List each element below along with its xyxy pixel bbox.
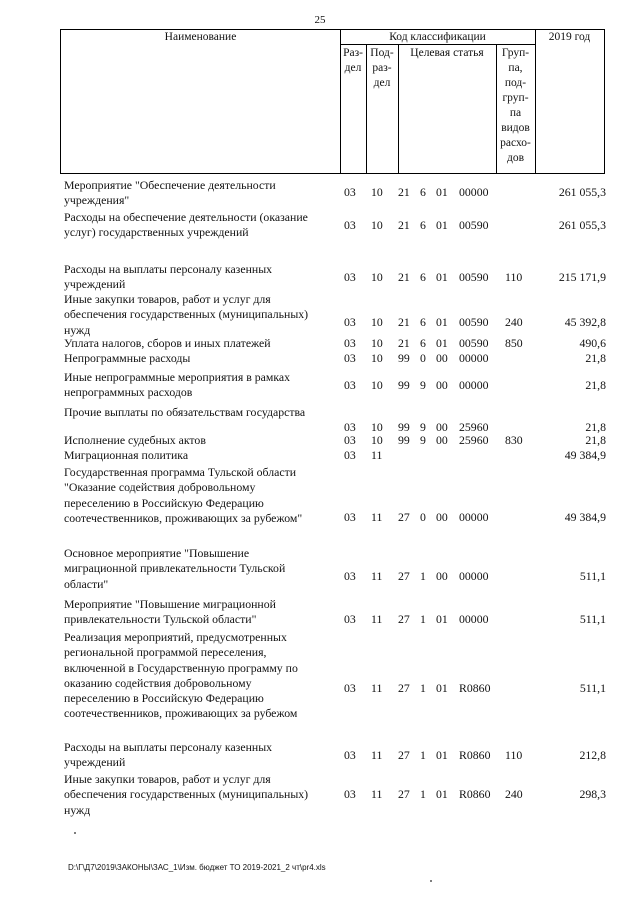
row-target-event: 00 [436,433,448,447]
row-podrazdel: 10 [371,270,383,284]
row-target-event: 01 [436,612,448,626]
page-number: 25 [314,14,326,26]
row-razdel: 03 [344,510,356,524]
row-expense-type: 110 [505,748,523,762]
row-amount: 511,1 [579,681,606,695]
row-target-direction: 25960 [459,433,489,447]
row-target-direction: 00000 [459,510,489,524]
row-target-direction: 00000 [459,378,489,392]
row-target-subprogram: 6 [420,270,426,284]
row-target-program: 27 [398,569,410,583]
table-header [60,29,605,174]
row-name: Уплата налогов, сборов и иных платежей [64,336,271,350]
row-target-event: 01 [436,185,448,199]
row-target-direction: 00590 [459,315,489,329]
row-amount: 261 055,3 [558,185,606,199]
row-razdel: 03 [344,787,356,801]
row-target-program: 27 [398,681,410,695]
row-expense-type: 830 [505,433,523,447]
row-podrazdel: 11 [371,612,383,626]
row-razdel: 03 [344,681,356,695]
row-razdel: 03 [344,378,356,392]
row-amount: 21,8 [585,378,606,392]
row-name: Расходы на обеспечение деятельности (оказание услуг) государственных учреждений [64,210,308,240]
row-target-subprogram: 6 [420,218,426,232]
row-target-direction: 00590 [459,270,489,284]
header-razdel: Раз- дел [343,47,363,74]
row-podrazdel: 10 [371,218,383,232]
row-podrazdel: 10 [371,378,383,392]
row-target-subprogram: 0 [420,351,426,365]
row-target-program: 27 [398,510,410,524]
row-name: Основное мероприятие "Повышение миграционной привлекательности Тульской области" [64,546,286,591]
row-podrazdel: 11 [371,448,383,462]
row-name: Исполнение судебных актов [64,433,206,447]
row-target-event: 01 [436,748,448,762]
row-podrazdel: 11 [371,787,383,801]
row-amount: 21,8 [585,420,606,434]
row-expense-type: 110 [505,270,523,284]
row-target-event: 01 [436,218,448,232]
row-name: Миграционная политика [64,448,189,462]
row-amount: 298,3 [579,787,606,801]
row-podrazdel: 10 [371,336,383,350]
file-path-footer: D:\Г\Д7\2019\ЗАКОНЫ\ЗАС_1\Изм. бюджет ТО 2019-2021_2 чт\pr4.xls [68,863,326,872]
row-name: Мероприятие "Повышение миграционной привлекательности Тульской области" [64,597,276,627]
row-name: Мероприятие "Обеспечение деятельности учреждения" [64,178,276,208]
row-amount: 490,6 [579,336,606,350]
row-razdel: 03 [344,185,356,199]
row-target-direction: 00590 [459,218,489,232]
row-target-direction: 00000 [459,351,489,365]
header-podrazdel: Под- раз- дел [370,47,394,89]
row-target-direction: R0860 [459,748,491,762]
row-target-subprogram: 9 [420,420,426,434]
row-target-event: 01 [436,270,448,284]
row-podrazdel: 11 [371,681,383,695]
row-podrazdel: 10 [371,185,383,199]
row-name: Иные закупки товаров, работ и услуг для обеспечения государственных (муниципальных) нужд [64,772,309,817]
row-target-direction: 00000 [459,185,489,199]
row-amount: 261 055,3 [558,218,606,232]
row-razdel: 03 [344,218,356,232]
header-group: Груп- па, под- груп- па видов расхо- дов [500,47,531,164]
row-target-subprogram: 6 [420,336,426,350]
row-target-subprogram: 9 [420,378,426,392]
row-target-program: 99 [398,378,410,392]
row-target-subprogram: 1 [420,569,426,583]
row-expense-type: 240 [505,315,523,329]
row-name: Реализация мероприятий, предусмотренных региональной программой переселения, включенной в Государственную программу по оказанию содействия добровольному переселению в Российскую Федерацию соотечественников, проживающих за рубежом [64,630,298,721]
row-name: Расходы на выплаты персоналу казенных учреждений [64,740,273,770]
row-target-event: 00 [436,420,448,434]
row-target-subprogram: 6 [420,185,426,199]
row-target-event: 01 [436,336,448,350]
row-target-program: 27 [398,748,410,762]
row-target-program: 21 [398,218,410,232]
row-podrazdel: 11 [371,510,383,524]
row-amount: 45 392,8 [564,315,606,329]
row-target-direction: 00000 [459,569,489,583]
row-target-program: 99 [398,433,410,447]
row-podrazdel: 10 [371,315,383,329]
row-target-program: 21 [398,336,410,350]
row-amount: 49 384,9 [564,448,606,462]
row-target-direction: 00590 [459,336,489,350]
row-name: Государственная программа Тульской области "Оказание содействия добровольному переселению в Российскую Федерацию соотечественников, проживающих за рубежом" [64,465,303,525]
row-target-subprogram: 1 [420,612,426,626]
row-podrazdel: 11 [371,748,383,762]
row-target-direction: 00000 [459,612,489,626]
row-target-event: 00 [436,378,448,392]
row-target-event: 00 [436,351,448,365]
row-podrazdel: 10 [371,433,383,447]
row-razdel: 03 [344,351,356,365]
row-amount: 212,8 [579,748,606,762]
header-name: Наименование [164,31,237,43]
row-razdel: 03 [344,315,356,329]
row-amount: 21,8 [585,433,606,447]
header-year: 2019 год [548,31,591,43]
row-razdel: 03 [344,433,356,447]
row-podrazdel: 10 [371,351,383,365]
row-expense-type: 850 [505,336,523,350]
row-target-subprogram: 6 [420,315,426,329]
row-name: Расходы на выплаты персоналу казенных учреждений [64,262,273,292]
row-target-event: 01 [436,787,448,801]
row-amount: 215 171,9 [558,270,606,284]
row-razdel: 03 [344,270,356,284]
row-razdel: 03 [344,448,356,462]
row-name: Иные непрограммные мероприятия в рамках непрограммных расходов [64,370,291,400]
row-target-program: 21 [398,185,410,199]
row-podrazdel: 10 [371,420,383,434]
row-target-subprogram: 9 [420,433,426,447]
row-name: Иные закупки товаров, работ и услуг для обеспечения государственных (муниципальных) нужд [64,292,309,337]
row-expense-type: 240 [505,787,523,801]
row-razdel: 03 [344,336,356,350]
row-razdel: 03 [344,748,356,762]
row-razdel: 03 [344,420,356,434]
row-target-direction: R0860 [459,787,491,801]
row-podrazdel: 11 [371,569,383,583]
row-amount: 511,1 [579,569,606,583]
row-target-subprogram: 1 [420,681,426,695]
row-target-program: 21 [398,270,410,284]
row-target-program: 27 [398,612,410,626]
row-target-event: 01 [436,681,448,695]
row-target-program: 27 [398,787,410,801]
row-target-event: 00 [436,510,448,524]
row-target-event: 01 [436,315,448,329]
row-amount: 49 384,9 [564,510,606,524]
row-target-program: 21 [398,315,410,329]
row-target-subprogram: 0 [420,510,426,524]
header-code: Код классификации [389,31,486,43]
row-target-program: 99 [398,420,410,434]
row-target-direction: 25960 [459,420,489,434]
row-amount: 21,8 [585,351,606,365]
row-target-program: 99 [398,351,410,365]
row-target-direction: R0860 [459,681,491,695]
row-target-event: 00 [436,569,448,583]
row-target-subprogram: 1 [420,787,426,801]
row-razdel: 03 [344,569,356,583]
row-razdel: 03 [344,612,356,626]
header-target: Целевая статья [410,47,484,59]
row-name: Непрограммные расходы [64,351,191,365]
row-target-subprogram: 1 [420,748,426,762]
row-amount: 511,1 [579,612,606,626]
row-name: Прочие выплаты по обязательствам государства [64,405,306,419]
